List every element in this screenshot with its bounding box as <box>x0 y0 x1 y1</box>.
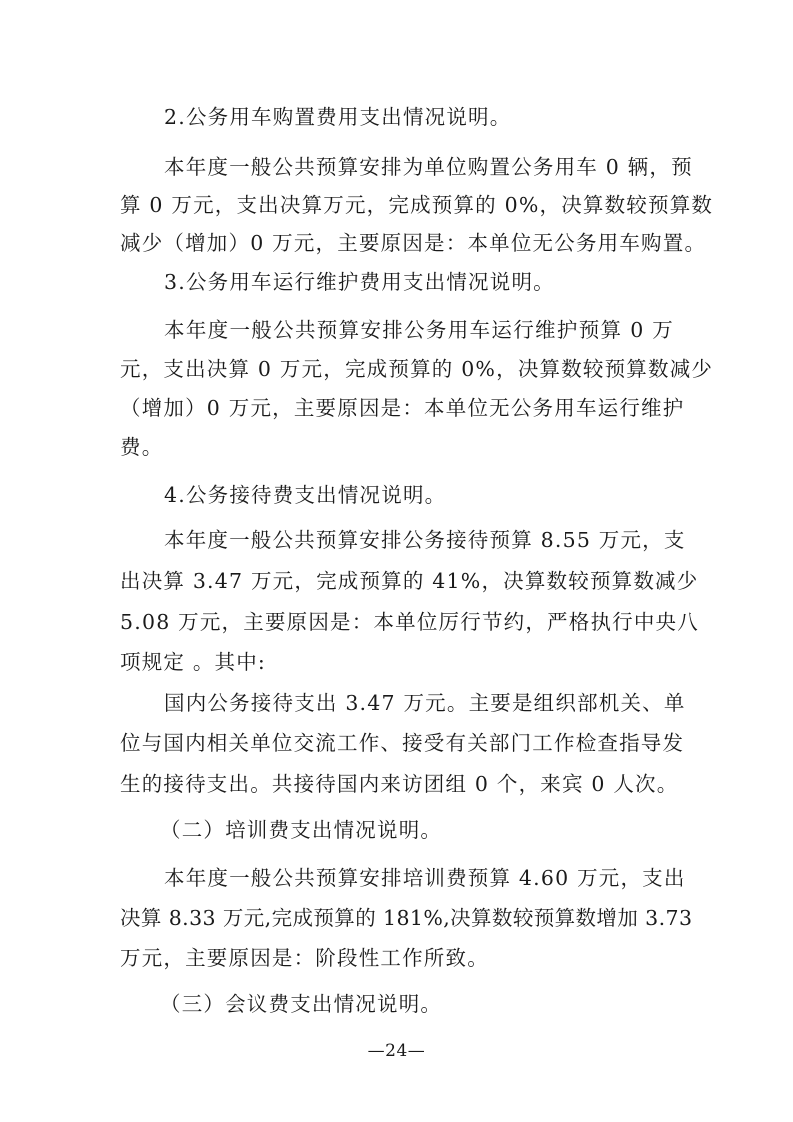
paragraph-line: 位与国内相关单位交流工作、接受有关部门工作检查指导发 <box>120 731 685 755</box>
heading-vehicle-maintenance: 3.公务用车运行维护费用支出情况说明。 <box>164 270 555 294</box>
heading-official-reception: 4.公务接待费支出情况说明。 <box>164 483 447 507</box>
paragraph-line: 本年度一般公共预算安排公务用车运行维护预算 0 万 <box>164 318 674 342</box>
paragraph-line: 算 0 万元，支出决算万元，完成预算的 0%，决算数较预算数 <box>120 193 714 217</box>
paragraph-line: 本年度一般公共预算安排培训费预算 4.60 万元，支出 <box>164 866 686 890</box>
paragraph-line: 出决算 3.47 万元，完成预算的 41%，决算数较预算数减少 <box>120 569 699 593</box>
heading-training-fee: （二）培训费支出情况说明。 <box>160 818 443 842</box>
paragraph-line: 元，支出决算 0 万元，完成预算的 0%，决算数较预算数减少 <box>120 357 714 381</box>
paragraph-line: 减少（增加）0 万元，主要原因是：本单位无公务用车购置。 <box>120 231 707 255</box>
paragraph-line: （增加）0 万元，主要原因是：本单位无公务用车运行维护 <box>120 396 685 420</box>
heading-meeting-fee: （三）会议费支出情况说明。 <box>160 992 443 1016</box>
paragraph-line: 本年度一般公共预算安排公务接待预算 8.55 万元，支 <box>164 528 686 552</box>
paragraph-line: 5.08 万元，主要原因是：本单位厉行节约，严格执行中央八 <box>120 610 699 634</box>
paragraph-line: 国内公务接待支出 3.47 万元。主要是组织部机关、单 <box>164 691 686 715</box>
paragraph-line: 本年度一般公共预算安排为单位购置公务用车 0 辆，预 <box>164 155 693 179</box>
paragraph-line: 决算 8.33 万元,完成预算的 181%,决算数较预算数增加 3.73 <box>120 906 693 930</box>
paragraph-line: 项规定 。其中: <box>120 650 267 674</box>
paragraph-line: 费。 <box>120 435 164 459</box>
heading-vehicle-purchase: 2.公务用车购置费用支出情况说明。 <box>164 105 512 129</box>
paragraph-line: 万元，主要原因是：阶段性工作所致。 <box>120 946 489 970</box>
paragraph-line: 生的接待支出。共接待国内来访团组 0 个，来宾 0 人次。 <box>120 772 679 796</box>
page-number: —24— <box>367 1041 426 1061</box>
